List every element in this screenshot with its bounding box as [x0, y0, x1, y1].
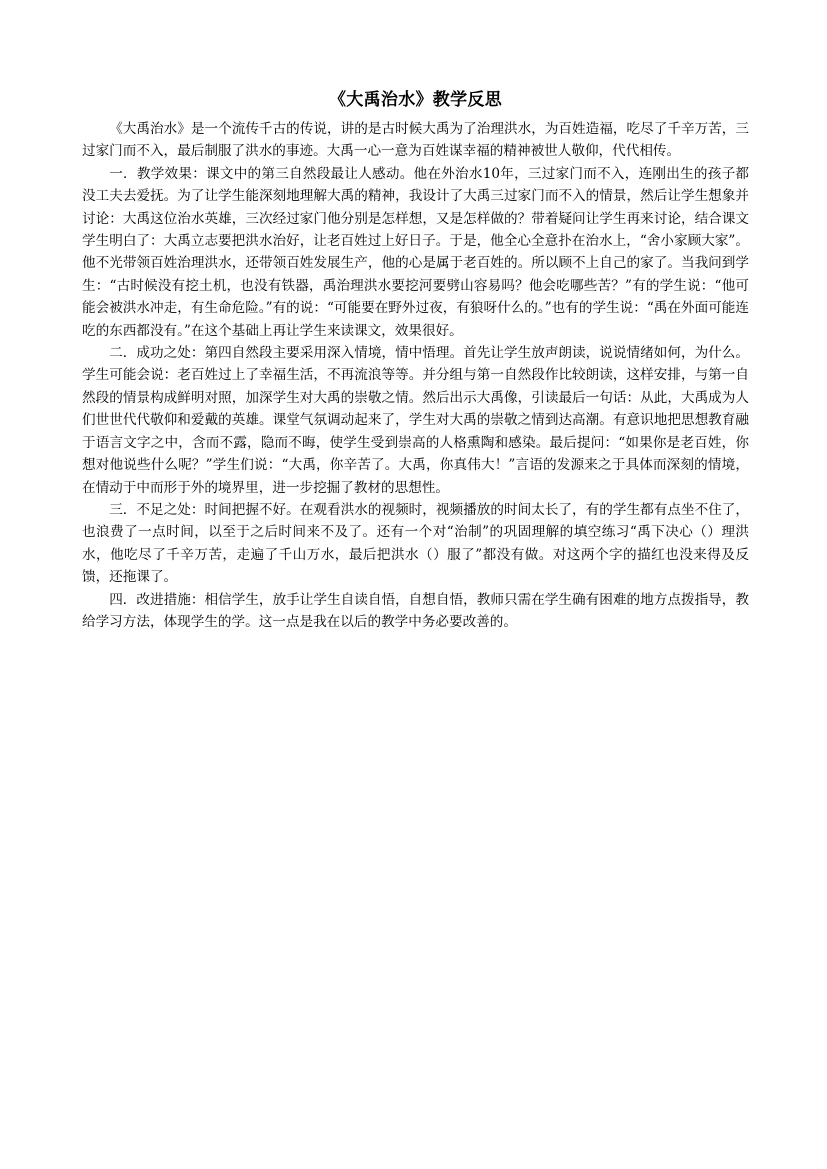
paragraph-intro: 《大禹治水》是一个流传千古的传说，讲的是古时候大禹为了治理洪水，为百姓造福，吃尽了千辛万苦，三过家门而不入，最后制服了洪水的事迹。大禹一心一意为百姓谋幸福的精神被世人敬仰，代代相传。	[82, 121, 749, 160]
paragraph-shortcomings: 三．不足之处：时间把握不好。在观看洪水的视频时，视频播放的时间太长了，有的学生都有点坐不住了，也浪费了一点时间，以至于之后时间来不及了。还有一个对“治制”的巩固理解的填空练习“禹下决心（）理洪水，他吃尽了千辛万苦，走遍了千山万水，最后把洪水（）服了”都没有做。对这两个字的描红也没来得及反馈，还拖课了。	[82, 501, 749, 586]
paragraph-success: 二．成功之处：第四自然段主要采用深入情境，情中悟理。首先让学生放声朗读，说说情绪如何，为什么。学生可能会说：老百姓过上了幸福生活，不再流浪等等。并分组与第一自然段作比较朗读，这样安排，与第一自然段的情景构成鲜明对照，加深学生对大禹的崇敬之情。然后出示大禹像，引读最后一句话：从此，大禹成为人们世世代代敬仰和爱戴的英雄。课堂气氛调动起来了，学生对大禹的崇敬之情到达高潮。有意识地把思想教育融于语言文字之中，含而不露，隐而不晦，使学生受到崇高的人格熏陶和感染。最后提问：“如果你是老百姓，你想对他说些什么呢？”学生们说：“大禹，你辛苦了。大禹，你真伟大！”言语的发源来之于具体而深刻的情境，在情动于中而形于外的境界里，进一步挖掘了教材的思想性。	[82, 345, 749, 496]
document-page	[82, 88, 749, 633]
paragraph-improvements: 四．改进措施：相信学生，放手让学生自读自悟，自想自悟，教师只需在学生确有困难的地方点拨指导，教给学习方法，体现学生的学。这一点是我在以后的教学中务必要改善的。	[82, 591, 749, 630]
document-title: 《大禹治水》教学反思	[329, 90, 502, 110]
paragraph-teaching-effect: 一．教学效果：课文中的第三自然段最让人感动。他在外治水10年，三过家门而不入，连刚出生的孩子都没工夫去爱抚。为了让学生能深刻地理解大禹的精神，我设计了大禹三过家门而不入的情景，然后让学生想象并讨论：大禹这位治水英雄，三次经过家门他分别是怎样想，又是怎样做的？带着疑问让学生再来讨论，结合课文学生明白了：大禹立志要把洪水治好，让老百姓过上好日子。于是，他全心全意扑在治水上，“舍小家顾大家”。他不光带领百姓治理洪水，还带领百姓发展生产，他的心是属于老百姓的。所以顾不上自己的家了。当我问到学生：“古时候没有挖土机，也没有铁器，禹治理洪水要挖河要劈山容易吗？他会吃哪些苦？”有的学生说：“他可能会被洪水冲走，有生命危险。”有的说：“可能要在野外过夜，有狼呀什么的。”也有的学生说：“禹在外面可能连吃的东西都没有。”在这个基础上再让学生来读课文，效果很好。	[82, 165, 749, 339]
